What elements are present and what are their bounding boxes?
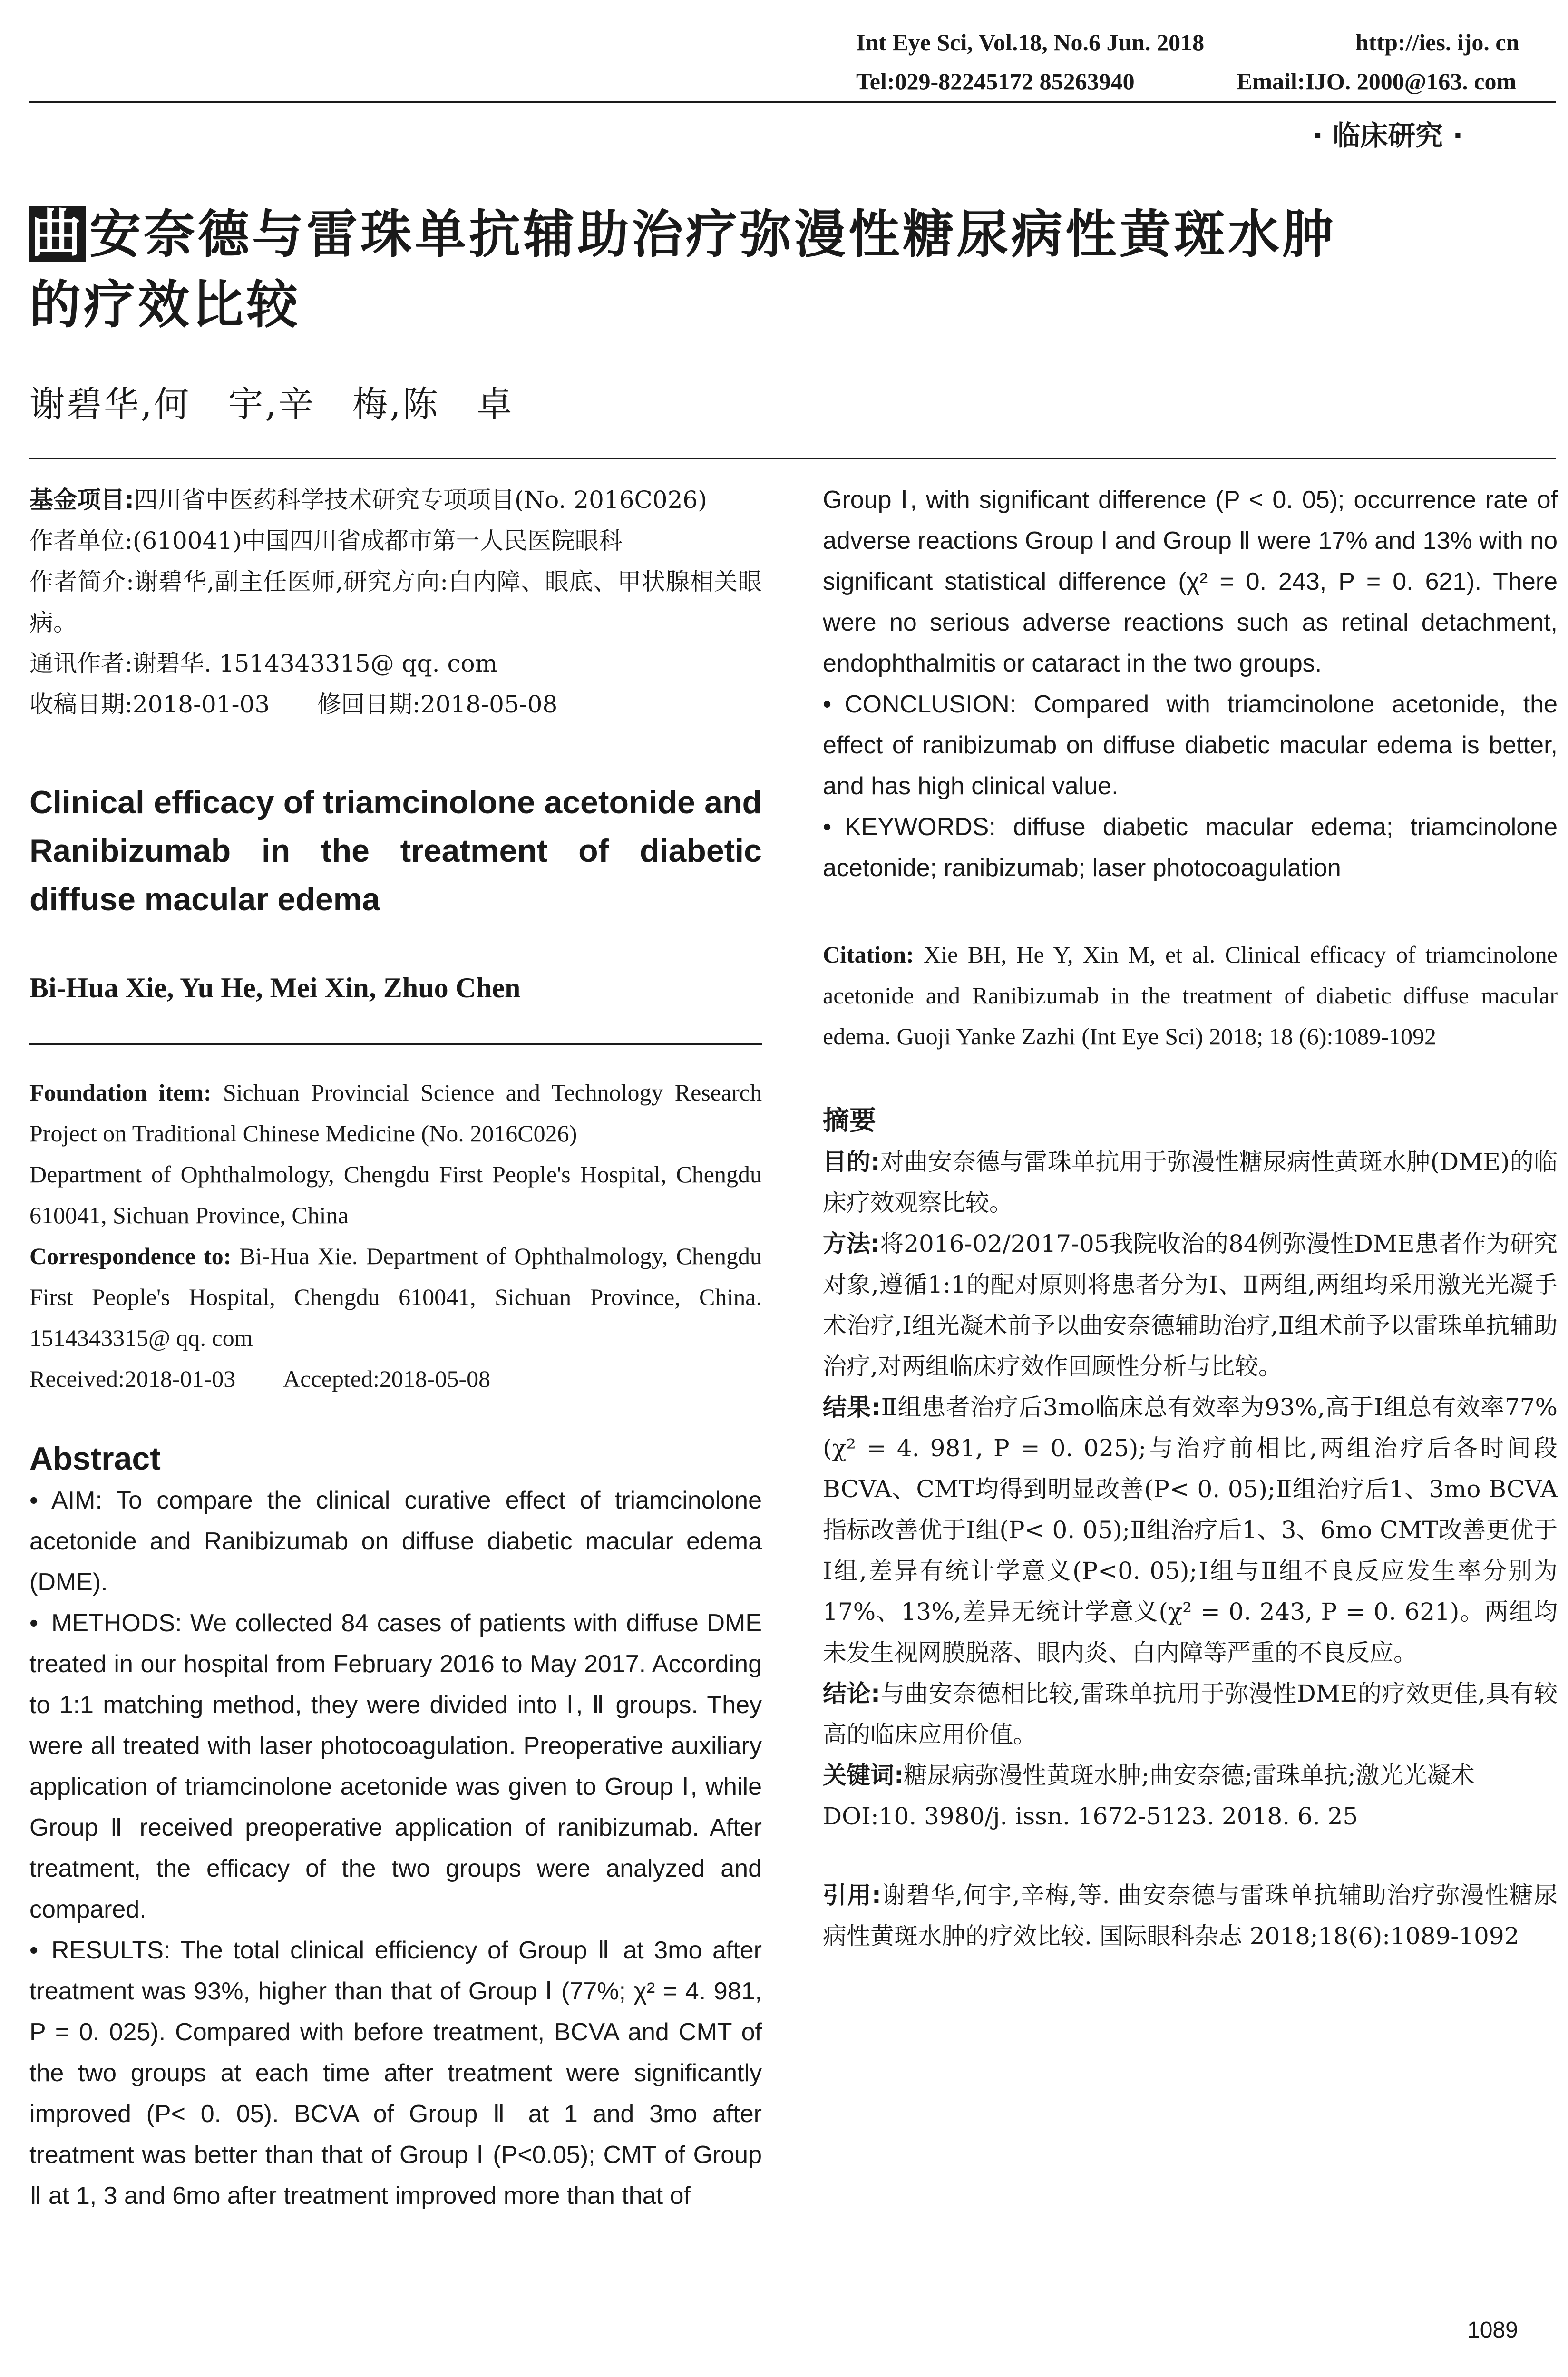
citation-text: Xie BH, He Y, Xin M, et al. Clinical efficacy of triamcinolone acetonide and Ranibizumab in the treatment of diabetic diffuse macular edema. Guoji Yanke Zazhi (Int Eye Sci) 2018; 18 (6):1089-1092 (823, 941, 1558, 1050)
affiliation-cn: 作者单位:(610041)中国四川省成都市第一人民医院眼科 (29, 527, 623, 555)
doi: DOI:10. 3980/j. issn. 1672-5123. 2018. 6. 25 (823, 1802, 1358, 1830)
abstract-methods: • METHODS: We collected 84 cases of patients with diffuse DME treated in our hospital from February 2016 to May 2017. According to 1:1 matching method, they were divided into Ⅰ, Ⅱ groups. They were all treated with laser photocoagulation. Preoperative auxiliary application of triamcinolone acetonide was given to Group Ⅰ, while Group Ⅱ received preoperative application of ranibizumab. After treatment, the efficacy of the two groups were analyzed and compared. (29, 1603, 762, 1930)
title-cn-line1: 安奈德与雷珠单抗辅助治疗弥漫性糖尿病性黄斑水肿 (89, 205, 1337, 264)
journal-url: http://ies. ijo. cn (1355, 29, 1519, 56)
citation-label: Citation: (823, 941, 914, 968)
abstract-cn-heading: 摘要 (823, 1105, 876, 1136)
dates-cn: 收稿日期:2018-01-03 修回日期:2018-05-08 (29, 691, 558, 718)
affiliation-rule (29, 1043, 762, 1045)
journal-email: Email:IJO. 2000@163. com (1237, 68, 1517, 95)
author-bio-cn: 作者简介:谢碧华,副主任医师,研究方向:白内障、眼底、甲状腺相关眼病。 (29, 568, 762, 636)
title-rule (29, 458, 1556, 459)
right-column (823, 479, 1558, 1957)
left-column (29, 479, 762, 2216)
bullet-icon: • (29, 1487, 39, 1514)
foundation-label: Foundation item: (29, 1079, 212, 1106)
title-cn (29, 200, 1561, 341)
correspondence-label: Correspondence to: (29, 1243, 232, 1269)
funding-text: 四川省中医药科学技术研究专项项目(No. 2016C026) (134, 486, 707, 514)
received-dates: Received:2018-01-03 Accepted:2018-05-08 (29, 1365, 491, 1392)
correspondence-text: Bi-Hua Xie. Department of Ophthalmology, Chengdu First People's Hospital, Chengdu 610041, Sichuan Province, China. 1514343315@ qq. com (29, 1243, 762, 1351)
abstract-keywords: • KEYWORDS: diffuse diabetic macular edema; triamcinolone acetonide; ranibizumab; laser photocoagulation (823, 807, 1558, 888)
section-label: · 临床研究 · (1313, 119, 1463, 152)
abstract-cn-methods: 方法:将2016-02/2017-05我院收治的84例弥漫性DME患者作为研究对象,遵循1:1的配对原则将患者分为Ⅰ、Ⅱ两组,两组均采用激光光凝手术治疗,Ⅰ组光凝术前予以曲安奈德辅助治疗,Ⅱ组术前予以雷珠单抗辅助治疗,对两组临床疗效作回顾性分析与比较。 (823, 1230, 1558, 1380)
bullet-icon: • (823, 691, 832, 718)
title-cn-line2: 的疗效比较 (29, 275, 301, 335)
foundation-item (29, 1072, 762, 1154)
title-mark-icon: 曲 (30, 204, 85, 264)
abstract-cn-keywords: 关键词:糖尿病弥漫性黄斑水肿;曲安奈德;雷珠单抗;激光光凝术 (823, 1762, 1475, 1789)
funding-info (29, 479, 762, 520)
abstract-cn-conclusion: 结论:与曲安奈德相比较,雷珠单抗用于弥漫性DME的疗效更佳,具有较高的临床应用价值。 (823, 1680, 1558, 1748)
abstract-cn-aim: 目的:对曲安奈德与雷珠单抗用于弥漫性糖尿病性黄斑水肿(DME)的临床疗效观察比较。 (823, 1148, 1558, 1217)
abstract-aim: • AIM: To compare the clinical curative effect of triamcinolone acetonide and Ranibizumab on diffuse diabetic macular edema (DME). (29, 1480, 762, 1603)
corresponding-author-cn: 通讯作者:谢碧华. 1514343315@ qq. com (29, 650, 497, 677)
title-en: Clinical efficacy of triamcinolone acetonide and Ranibizumab in the treatment of diabetic diffuse macular edema (29, 784, 762, 917)
correspondence (29, 1236, 762, 1358)
abstract-conclusion: • CONCLUSION: Compared with triamcinolone acetonide, the effect of ranibizumab on diffuse diabetic macular edema is better, and has high clinical value. (823, 684, 1558, 807)
journal-tel: Tel:029-82245172 85263940 (856, 68, 1135, 95)
bullet-icon: • (29, 1609, 39, 1637)
bullet-icon: • (823, 813, 832, 841)
authors-en: Bi-Hua Xie, Yu He, Mei Xin, Zhuo Chen (29, 972, 521, 1003)
abstract-results-continued: Group Ⅰ, with significant difference (P < 0. 05); occurrence rate of adverse reactions Group Ⅰ and Group Ⅱ were 17% and 13% with no significant statistical difference (χ² = 0. 243, P = 0. 621). There were no serious adverse reactions such as retinal detachment, endophthalmitis or cataract in the two groups. (823, 486, 1558, 677)
page-number: 1089 (1467, 2318, 1518, 2343)
citation-cn: 引用:谢碧华,何宇,辛梅,等. 曲安奈德与雷珠单抗辅助治疗弥漫性糖尿病性黄斑水肿的疗效比较. 国际眼科杂志 2018;18(6):1089-1092 (823, 1881, 1558, 1950)
department-en: Department of Ophthalmology, Chengdu First People's Hospital, Chengdu 610041, Sichuan Province, China (29, 1161, 762, 1228)
abstract-results: • RESULTS: The total clinical efficiency of Group Ⅱ at 3mo after treatment was 93%, higher than that of Group Ⅰ (77%; χ² = 4. 981, P = 0. 025). Compared with before treatment, BCVA and CMT of the two groups at each time after treatment were significantly improved (P< 0. 05). BCVA of Group Ⅱ at 1 and 3mo after treatment was better than that of Group Ⅰ (P<0.05); CMT of Group Ⅱ at 1, 3 and 6mo after treatment improved more than that of (29, 1930, 762, 2216)
bullet-icon: • (29, 1937, 39, 1964)
abstract-heading: Abstract (29, 1441, 161, 1477)
journal-issue-line: Int Eye Sci, Vol.18, No.6 Jun. 2018 (856, 29, 1205, 56)
citation-en (823, 934, 1558, 1057)
abstract-cn-results: 结果:Ⅱ组患者治疗后3mo临床总有效率为93%,高于Ⅰ组总有效率77%(χ² = 4. 981, P = 0. 025);与治疗前相比,两组治疗后各时间段BCVA、CMT均得到明显改善(P< 0. 05);Ⅱ组治疗后1、3mo BCVA指标改善优于Ⅰ组(P< 0. 05);Ⅱ组治疗后1、3、6mo CMT改善更优于Ⅰ组,差异有统计学意义(P<0. 05);Ⅰ组与Ⅱ组不良反应发生率分别为17%、13%,差异无统计学意义(χ² = 0. 243, P = 0. 621)。两组均未发生视网膜脱落、眼内炎、白内障等严重的不良反应。 (823, 1393, 1558, 1666)
foundation-text: Sichuan Provincial Science and Technology Research Project on Traditional Chinese Medicine (No. 2016C026) (29, 1079, 762, 1147)
authors-cn: 谢碧华,何 宇,辛 梅,陈 卓 (29, 384, 514, 425)
header-rule (29, 101, 1556, 103)
funding-label: 基金项目: (29, 486, 134, 514)
